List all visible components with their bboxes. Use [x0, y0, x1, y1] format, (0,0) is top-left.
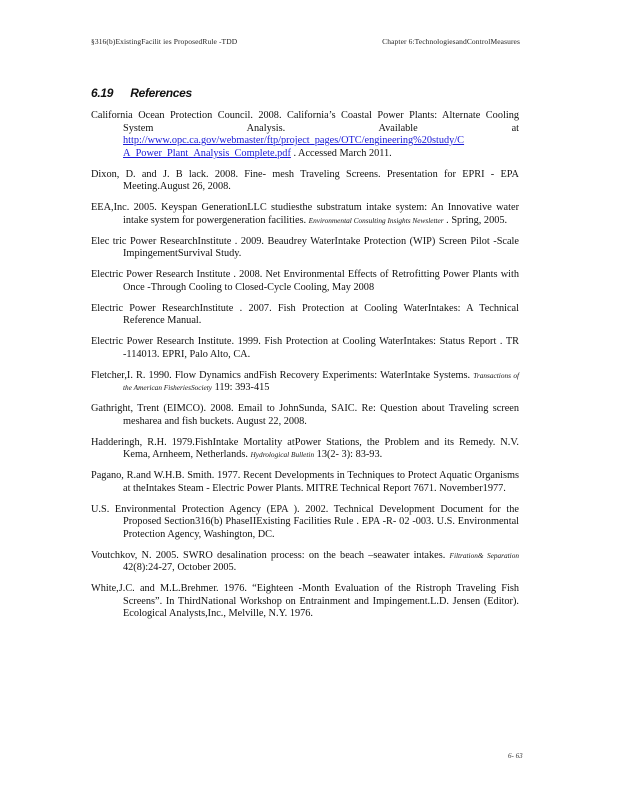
section-heading: [91, 86, 192, 100]
reference-item: Electric Power ResearchInstitute . 2007. Fish Protection at Cooling WaterIntakes: A Technical Reference Manual.: [91, 302, 519, 327]
section-title: References: [130, 86, 192, 100]
reference-link[interactable]: http://www.opc.ca.gov/webmaster/ftp/project_pages/OTC/engineering%20study/C A_Power_Plant_Analysis_Complete.pdf: [123, 135, 465, 159]
reference-item: EEA,Inc. 2005. Keyspan GenerationLLC studiesthe substratum intake system: An Innovative water intake system for powergeneration facilities. Environmental Consulting Insights Newsletter . Spring, 2005.: [91, 202, 519, 226]
running-header: [91, 37, 520, 46]
reference-item: Voutchkov, N. 2005. SWRO desalination process: on the beach –seawater intakes. Filtration& Separation 42(8):24-27, October 2005.: [91, 549, 520, 574]
reference-item: Electric Power Research Institute. 1999. Fish Protection at Cooling WaterIntakes: Status Report . TR -114013. EPRI, Palo Alto, CA.: [91, 336, 519, 360]
reference-item: Fletcher,I. R. 1990. Flow Dynamics andFish Recovery Experiments: WaterIntake Systems. Transactions of the American FisheriesSociety 119: 393-415: [91, 369, 519, 394]
reference-item: Dixon, D. and J. B lack. 2008. Fine- mesh Traveling Screens. Presentation for EPRI - EPA Meeting.August 26, 2008.: [91, 168, 519, 193]
journal-name: Filtration& Separation: [449, 550, 520, 560]
journal-name: Transactions of the American FisheriesSociety: [123, 370, 519, 393]
reference-item: U.S. Environmental Protection Agency (EPA ). 2002. Technical Development Document for the Proposed Section316(b) PhaseIIExisting Facilities Rule . EPA -R- 02 -003. U.S. Environmental Protection Agency, Washington, DC.: [91, 503, 519, 540]
reference-item: Elec tric Power ResearchInstitute . 2009. Beaudrey WaterIntake Protection (WIP) Screen Pilot -Scale ImpingementSurvival Study.: [91, 235, 519, 260]
reference-item: Electric Power Research Institute . 2008. Net Environmental Effects of Retrofitting Power Plants with Once -Through Cooling to Closed-Cycle Cooling, May 2008: [91, 269, 519, 293]
page-number: 6- 63: [508, 752, 523, 760]
reference-item: White,J.C. and M.L.Brehmer. 1976. “Eighteen -Month Evaluation of the Ristroph Traveling Fish Screens”. In ThirdNational Workshop on Entrainment and Impingement.L.D. Jensen (Editor). Ecological Analysts,Inc., Melville, N.Y. 1976.: [91, 583, 519, 620]
reference-item: Hadderingh, R.H. 1979.FishIntake Mortality atPower Stations, the Problem and its Remedy. N.V. Kema, Arnheem, Netherlands. Hydrological Bulletin 13(2- 3): 83-93.: [91, 436, 519, 461]
header-right: Chapter 6:TechnologiesandControlMeasures: [382, 37, 520, 46]
reference-item: Pagano, R.and W.H.B. Smith. 1977. Recent Developments in Techniques to Protect Aquatic Organisms at theIntakes Steam - Electric Power Plants. MITRE Technical Report 7671. November1977.: [91, 470, 519, 494]
journal-name: Environmental Consulting Insights Newsletter: [308, 215, 444, 225]
header-left: §316(b)ExistingFacilit ies ProposedRule -TDD: [91, 37, 238, 46]
journal-name: Hydrological Bulletin: [250, 450, 315, 460]
reference-item: Gathright, Trent (EIMCO). 2008. Email to JohnSunda, SAIC. Re: Question about Traveling screen mesharea and fish buckets. August 22, 2008.: [91, 403, 519, 427]
reference-item: California Ocean Protection Council. 2008. California’s Coastal Power Plants: Alternate Cooling System Analysis. Available at http://www.opc.ca.gov/webmaster/ftp/project_pages/OTC/engineering%20study/C A_Power_Plant_Analysis_Complete.pdf . Accessed March 2011.: [91, 110, 519, 159]
section-number: 6.19: [91, 86, 114, 100]
reference-list: [91, 110, 519, 629]
